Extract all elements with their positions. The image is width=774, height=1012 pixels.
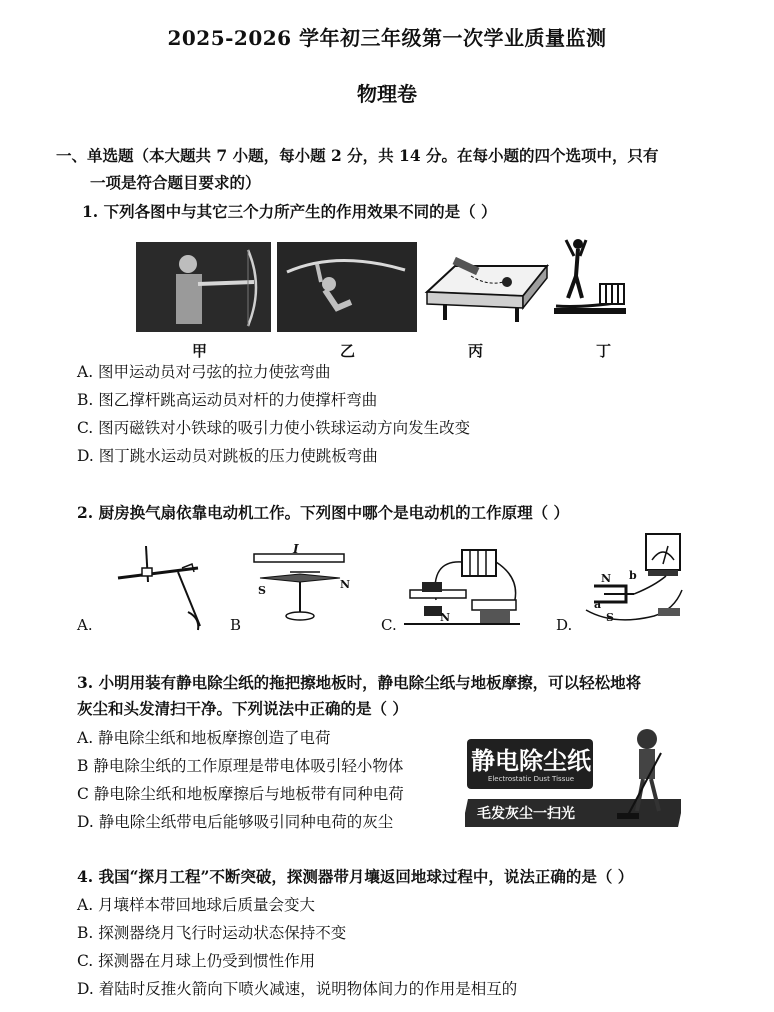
q4-stem: 4. 我国“探月工程”不断突破，探测器带月壤返回地球过程中，说法正确的是（ ） <box>77 867 634 886</box>
caption-yi: 乙 <box>340 342 356 360</box>
q2-label-b: B <box>230 616 242 634</box>
q2-d-a-label: a <box>594 598 602 611</box>
q3-option-c: C 静电除尘纸和地板摩擦后与地板带有同种电荷 <box>77 785 404 803</box>
q4-option-d: D. 着陆时反推火箭向下喷火减速，说明物体间力的作用是相互的 <box>77 980 518 998</box>
q1-option-c: C. 图丙磁铁对小铁球的吸引力使小铁球运动方向发生改变 <box>77 419 471 437</box>
q3-stem-line2: 灰尘和头发清扫干净。下列说法中正确的是（ ） <box>77 699 408 718</box>
caption-jia: 甲 <box>192 342 208 360</box>
q4-option-c: C. 探测器在月球上仍受到惯性作用 <box>77 952 316 970</box>
q3-option-d: D. 静电除尘纸带电后能够吸引同种电荷的灰尘 <box>77 813 394 831</box>
q2-label-a: A. <box>77 616 93 634</box>
q2-b-south-label: S <box>258 584 266 597</box>
q3-image-title: 静电除尘纸 <box>471 747 591 775</box>
q3-option-a: A. 静电除尘纸和地板摩擦创造了电荷 <box>77 729 331 747</box>
q2-label-d: D. <box>556 616 573 634</box>
section-heading-line1: 一、单选题（本大题共 7 小题，每小题 2 分，共 14 分。在每小题的四个选项中，只有 <box>56 146 659 165</box>
caption-ding: 丁 <box>596 342 612 360</box>
q3-stem-line1: 3. 小明用装有静电除尘纸的拖把擦地板时，静电除尘纸与地板摩擦，可以轻松地将 <box>77 673 642 692</box>
exam-title: 2025-2026 学年初三年级第一次学业质量监测 <box>167 26 607 50</box>
archer-icon <box>136 242 271 332</box>
q3-image-slogan: 毛发灰尘一扫光 <box>477 806 575 822</box>
q1-figure-pole-vault <box>277 242 417 332</box>
diver-icon <box>552 236 630 328</box>
q3-option-b: B 静电除尘纸的工作原理是带电体吸引轻小物体 <box>77 757 404 775</box>
wire-compass-icon <box>108 542 218 632</box>
q2-stem: 2. 厨房换气扇依靠电动机工作。下列图中哪个是电动机的工作原理（ ） <box>77 503 569 522</box>
motor-circuit-icon <box>400 540 528 632</box>
q4-option-a: A. 月壤样本带回地球后质量会变大 <box>77 896 316 914</box>
q1-option-a: A. 图甲运动员对弓弦的拉力使弦弯曲 <box>77 363 331 381</box>
section-heading-line2: 一项是符合题目要求的） <box>90 173 261 192</box>
magnet-ball-icon <box>423 252 551 328</box>
q2-d-n-label: N <box>601 572 612 585</box>
q4-option-b: B. 探测器绕月飞行时运动状态保持不变 <box>77 924 347 942</box>
q1-figure-archer <box>136 242 271 332</box>
q1-option-d: D. 图丁跳水运动员对跳板的压力使跳板弯曲 <box>77 447 378 465</box>
q2-figure-a <box>108 542 218 632</box>
caption-bing: 丙 <box>468 342 484 360</box>
q2-b-north-label: N <box>340 578 351 591</box>
q2-d-s-label: S <box>606 611 614 624</box>
q2-figure-d <box>574 530 690 634</box>
q2-label-c: C. <box>381 616 397 634</box>
pole-vault-icon <box>277 242 417 332</box>
q1-option-b: B. 图乙撑杆跳高运动员对杆的力使撑杆弯曲 <box>77 391 378 409</box>
q2-b-current-label: I <box>293 542 299 556</box>
cleaning-girl-icon <box>617 725 679 825</box>
q2-figure-c <box>400 540 528 632</box>
q3-product-image <box>465 725 681 830</box>
q1-figure-diver <box>552 236 630 328</box>
q2-c-n-label: N <box>440 611 451 624</box>
q1-stem: 1. 下列各图中与其它三个力所产生的作用效果不同的是（ ） <box>82 202 497 221</box>
q3-image-subtitle: Electrostatic Dust Tissue <box>487 775 575 783</box>
q1-figure-magnet-ball <box>423 252 551 328</box>
subject-title: 物理卷 <box>357 82 417 106</box>
q2-d-b-label: b <box>629 569 637 582</box>
generator-icon <box>574 530 690 634</box>
